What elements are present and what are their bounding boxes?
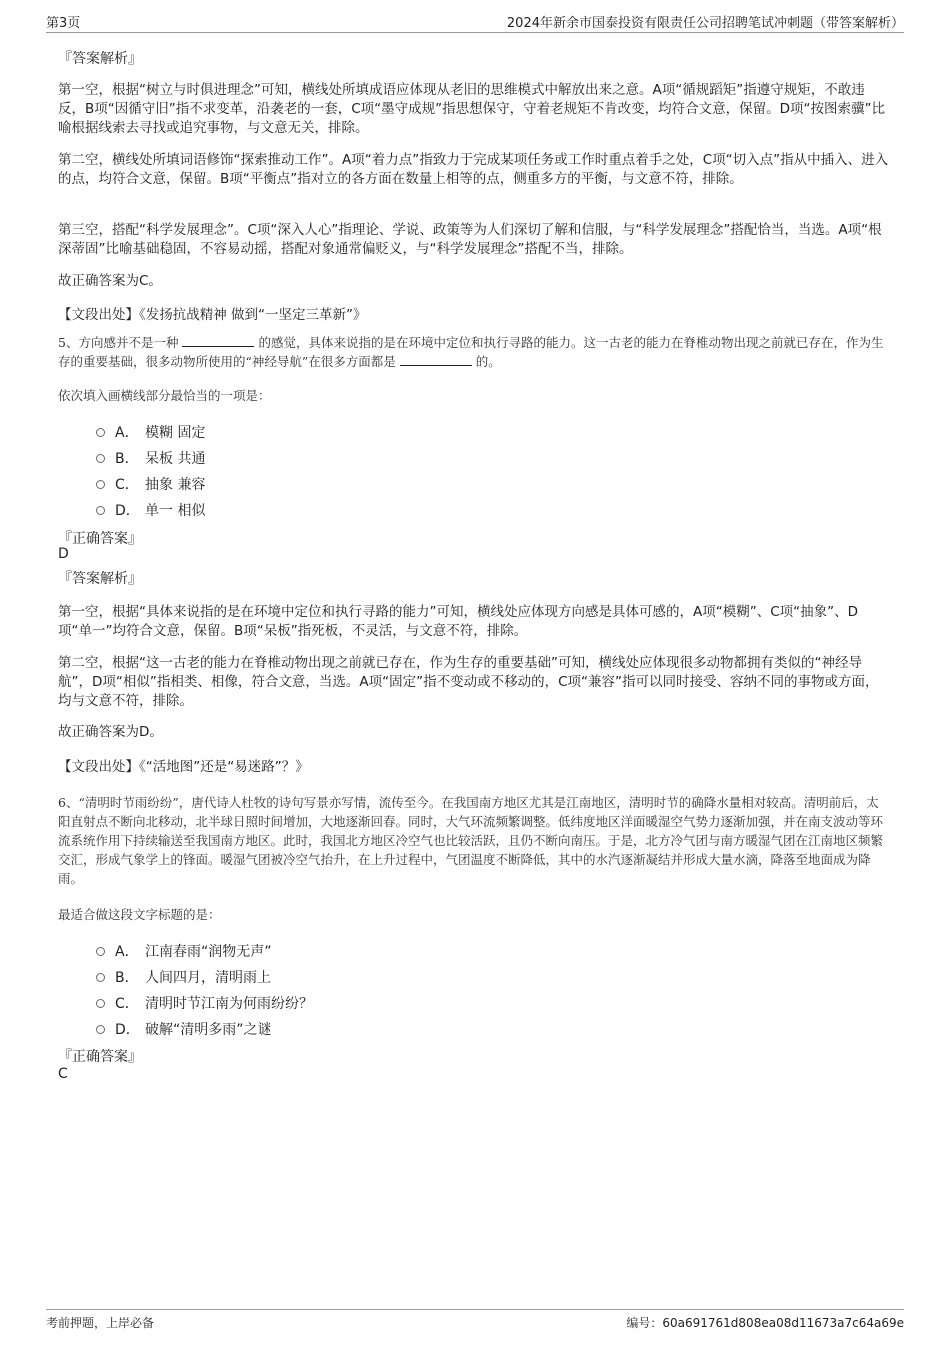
option-letter: B． (115, 970, 139, 986)
radio-icon[interactable] (96, 480, 105, 489)
q5-blank-1 (182, 334, 254, 347)
option-text: 模糊 固定 (145, 425, 206, 441)
q5-analysis-p1: 第一空，根据“具体来说指的是在环境中定位和执行寻路的能力”可知，横线处应体现方向感是具体可感的，A项“模糊”、C项“抽象”、D项“单一”均符合文意，保留。B项“呆板”指死板，不灵活，与文意不符，排除。 (58, 604, 859, 639)
q4-source: 【文段出处】《发扬抗战精神 做到“一坚定三革新”》 (58, 307, 367, 323)
radio-icon[interactable] (96, 1025, 105, 1034)
q5-option-d[interactable] (96, 500, 205, 520)
option-text: 抽象 兼容 (145, 477, 206, 493)
q5-option-c[interactable] (96, 474, 205, 494)
q4-analysis-label: 『答案解析』 (58, 51, 142, 67)
q5-answer-label: 『正确答案』 (58, 531, 142, 547)
q6-prompt: 最适合做这段文字标题的是： (58, 907, 221, 922)
q6-option-c[interactable] (96, 993, 313, 1013)
q6-answer-label: 『正确答案』 (58, 1049, 142, 1065)
document-title: 2024年新余市国泰投资有限责任公司招聘笔试冲刺题（带答案解析） (506, 15, 904, 31)
option-text: 单一 相似 (145, 503, 206, 519)
q6-option-d[interactable] (96, 1019, 272, 1039)
option-text: 人间四月，清明雨上 (145, 970, 271, 986)
option-text: 清明时节江南为何雨纷纷？ (145, 996, 313, 1012)
q5-conclusion: 故正确答案为D。 (58, 724, 163, 740)
page-header (46, 10, 904, 33)
option-letter: A． (115, 944, 139, 960)
page-footer (46, 1309, 904, 1334)
q5-analysis-p2: 第二空，根据“这一古老的能力在脊椎动物出现之前就已存在，作为生存的重要基础”可知，横线处应体现很多动物都拥有类似的“神经导航”，D项“相似”指相类、相像，符合文意，当选。A项“固定”指不变动或不移动的，C项“兼容”指可以同时接受、容纳不同的事物或方面，均与文意不符，排除。 (58, 655, 879, 709)
q4-analysis-p3: 第三空，搭配“科学发展理念”。C项“深入人心”指理论、学说、政策等为人们深切了解和信服，与“科学发展理念”搭配恰当，当选。A项“根深蒂固”比喻基础稳固，不容易动摇，搭配对象通常偏贬义，与“科学发展理念”搭配不当，排除。 (58, 222, 882, 257)
q5-prompt: 依次填入画横线部分最恰当的一项是： (58, 388, 271, 403)
option-letter: C． (115, 477, 139, 493)
q5-stem-part1: 5、方向感并不是一种 (58, 335, 179, 350)
page-number: 第3页 (46, 15, 81, 31)
radio-icon[interactable] (96, 999, 105, 1008)
option-letter: C． (115, 996, 139, 1012)
q5-stem (58, 333, 890, 371)
q6-stem: 6、“清明时节雨纷纷”，唐代诗人杜牧的诗句写景亦写情，流传至今。在我国南方地区尤其是江南地区，清明时节的确降水量相对较高。清明前后，太阳直射点不断向北移动，北半球日照时间增加，大地逐渐回春。同时，大气环流频繁调整。低纬度地区洋面暖湿空气势力逐渐加强，并在南支波动等环流系统作用下持续输送至我国南方地区。此时，我国北方地区冷空气也比较活跃，且仍不断向南压。于是，北方冷气团与南方暖湿气团在江南地区频繁交汇，形成气象学上的锋面。暖湿气团被冷空气抬升，在上升过程中，气团温度不断降低，其中的水汽逐渐凝结并形成大量水滴，降落至地面成为降雨。 (58, 795, 884, 886)
q5-option-b[interactable] (96, 448, 205, 468)
option-letter: A． (115, 425, 139, 441)
q5-blank-2 (400, 353, 472, 366)
option-text: 呆板 共通 (145, 451, 206, 467)
radio-icon[interactable] (96, 428, 105, 437)
q6-option-b[interactable] (96, 967, 271, 987)
option-letter: B． (115, 451, 139, 467)
option-text: 破解“清明多雨”之谜 (145, 1022, 272, 1038)
option-text: 江南春雨“润物无声” (145, 944, 272, 960)
radio-icon[interactable] (96, 973, 105, 982)
q6-answer: C (58, 1066, 68, 1082)
q6-option-a[interactable] (96, 941, 272, 961)
q5-stem-part3: 的。 (475, 354, 501, 369)
q4-analysis-p2: 第二空，横线处所填词语修饰“探索推动工作”。A项“着力点”指致力于完成某项任务或工作时重点着手之处，C项“切入点”指从中插入、进入的点，均符合文意，保留。B项“平衡点”指对立的各方面在数量上相等的点，侧重多方的平衡，与文意不符，排除。 (58, 152, 889, 187)
radio-icon[interactable] (96, 454, 105, 463)
q4-analysis-p1: 第一空，根据“树立与时俱进理念”可知，横线处所填成语应体现从老旧的思维模式中解放出来之意。A项“循规蹈矩”指遵守规矩，不敢违反，B项“因循守旧”指不求变革，沿袭老的一套，C项“墨守成规”指思想保守，守着老规矩不肯改变，均符合文意，保留。D项“按图索骥”比喻根据线索去寻找或追究事物，与文意无关，排除。 (58, 82, 886, 136)
q5-analysis-label: 『答案解析』 (58, 571, 142, 587)
radio-icon[interactable] (96, 947, 105, 956)
q5-source: 【文段出处】《“活地图”还是“易迷路”？》 (58, 759, 309, 775)
q5-answer: D (58, 546, 69, 562)
option-letter: D． (115, 503, 140, 519)
radio-icon[interactable] (96, 506, 105, 515)
q4-conclusion: 故正确答案为C。 (58, 273, 162, 289)
document-id: 编号：60a691761d808ea08d11673a7c64a69e (626, 1315, 904, 1330)
q5-option-a[interactable] (96, 422, 205, 442)
q5-stem-part2: 的感觉，具体来说指的是在环境中定位和执行寻路的能力。这一古老的能力在脊椎动物出现之前就已存在，作为生存的重要基础，很多动物所使用的“神经导航”在很多方面都是 (58, 335, 884, 369)
footer-slogan: 考前押题，上岸必备 (46, 1315, 155, 1330)
option-letter: D． (115, 1022, 140, 1038)
